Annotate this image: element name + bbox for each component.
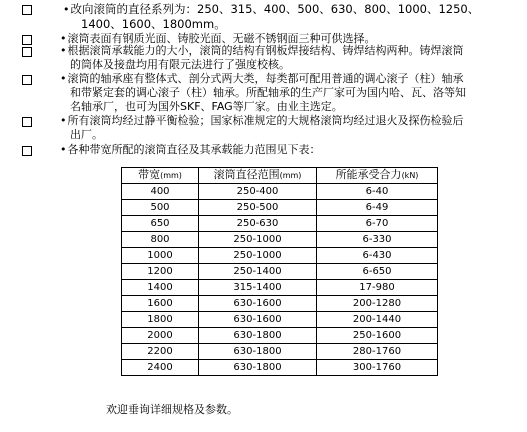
spec-table [121,167,438,376]
table-row [122,248,438,264]
bullet-icon: • [60,44,67,57]
cell-load-capacity: 6-330 [317,232,438,248]
cell-load-capacity: 200-1280 [317,296,438,312]
cell-load-capacity: 6-40 [317,184,438,200]
list-item-line: 改向滚筒的直径系列为：250、315、400、500、630、800、1000、1250、 [70,2,480,16]
header-belt-width: 带宽(mm) [122,168,199,184]
checkbox-icon [22,146,32,156]
table-row [122,344,438,360]
cell-belt-width: 2200 [122,344,199,360]
table-row [122,312,438,328]
cell-belt-width: 1200 [122,264,199,280]
cell-belt-width: 500 [122,200,199,216]
checkbox-icon [22,75,32,85]
table-row [122,200,438,216]
table-row [122,296,438,312]
list-item-text [60,72,520,114]
checkbox-icon [22,117,32,127]
list-item-line: 滚筒的轴承座有整体式、剖分式两大类，每类都可配用普通的调心滚子（柱）轴承 [67,72,464,85]
cell-belt-width: 1600 [122,296,199,312]
bullet-icon: • [60,72,67,85]
cell-load-capacity: 300-1760 [317,360,438,376]
list-item-line: 和带紧定套的调心滚子（柱）轴承。所配轴承的生产厂家可为国内哈、瓦、洛等知 [70,86,466,99]
cell-belt-width: 1000 [122,248,199,264]
cell-load-capacity: 6-650 [317,264,438,280]
list-item-line: 各种带宽所配的滚筒直径及其承载能力范围见下表： [67,143,321,156]
table-row [122,328,438,344]
list-item-line: 所有滚筒均经过静平衡检验；国家标准规定的大规格滚筒均经过退火及探伤检验后 [67,114,464,127]
checkbox-icon [22,5,32,15]
table-row [122,216,438,232]
cell-load-capacity: 250-1600 [317,328,438,344]
cell-load-capacity: 17-980 [317,280,438,296]
cell-belt-width: 2000 [122,328,199,344]
table-body [122,184,438,376]
header-load-capacity: 所能承受合力(kN) [317,168,438,184]
list-item-line: 出厂。 [70,128,103,141]
cell-load-capacity: 280-1760 [317,344,438,360]
list-item-line: 的筒体及接盘均用有限元法进行了强度校核。 [70,58,290,71]
cell-load-capacity: 6-70 [317,216,438,232]
list-item-line: 根据滚筒承载能力的大小，滚筒的结构有钢板焊接结构、铸焊结构两种。铸焊滚筒 [67,44,464,57]
bullet-icon: • [60,143,67,156]
cell-belt-width: 650 [122,216,199,232]
cell-belt-width: 800 [122,232,199,248]
table-row [122,264,438,280]
cell-load-capacity: 6-430 [317,248,438,264]
cell-drum-diameter: 250-1400 [199,264,317,280]
cell-drum-diameter: 630-1600 [199,312,317,328]
cell-drum-diameter: 630-1800 [199,328,317,344]
checkbox-icon [22,47,32,57]
cell-drum-diameter: 250-1000 [199,248,317,264]
list-item-line: 滚筒表面有钢质光面、铸胶光面、无磁不锈钢面三种可供选择。 [67,32,376,45]
table-header-row [122,168,438,184]
bullet-icon: • [60,114,67,127]
cell-load-capacity: 200-1440 [317,312,438,328]
cell-load-capacity: 6-49 [317,200,438,216]
cell-drum-diameter: 630-1800 [199,360,317,376]
cell-belt-width: 1400 [122,280,199,296]
header-drum-diameter: 滚筒直径范围(mm) [199,168,317,184]
list-item-text [63,2,513,32]
bullet-icon: • [63,3,70,16]
list-item-line: 1400、1600、1800mm。 [81,17,226,31]
spec-table-wrapper [121,167,438,376]
cell-drum-diameter: 630-1600 [199,296,317,312]
table-row [122,232,438,248]
cell-belt-width: 2400 [122,360,199,376]
table-row [122,360,438,376]
cell-drum-diameter: 315-1400 [199,280,317,296]
list-item-text [60,143,520,157]
cell-belt-width: 1800 [122,312,199,328]
cell-drum-diameter: 630-1800 [199,344,317,360]
list-item-text [60,44,520,72]
cell-drum-diameter: 250-400 [199,184,317,200]
checkbox-icon [22,35,32,45]
list-item-text [60,114,520,142]
list-item-line: 名轴承厂，也可为国外SKF、FAG等厂家。由业主选定。 [70,100,343,113]
table-row [122,184,438,200]
bullet-icon: • [60,32,67,45]
table-row [122,280,438,296]
cell-belt-width: 400 [122,184,199,200]
cell-drum-diameter: 250-500 [199,200,317,216]
cell-drum-diameter: 250-1000 [199,232,317,248]
cell-drum-diameter: 250-630 [199,216,317,232]
footer-note: 欢迎垂询详细规格及参数。 [106,403,238,416]
